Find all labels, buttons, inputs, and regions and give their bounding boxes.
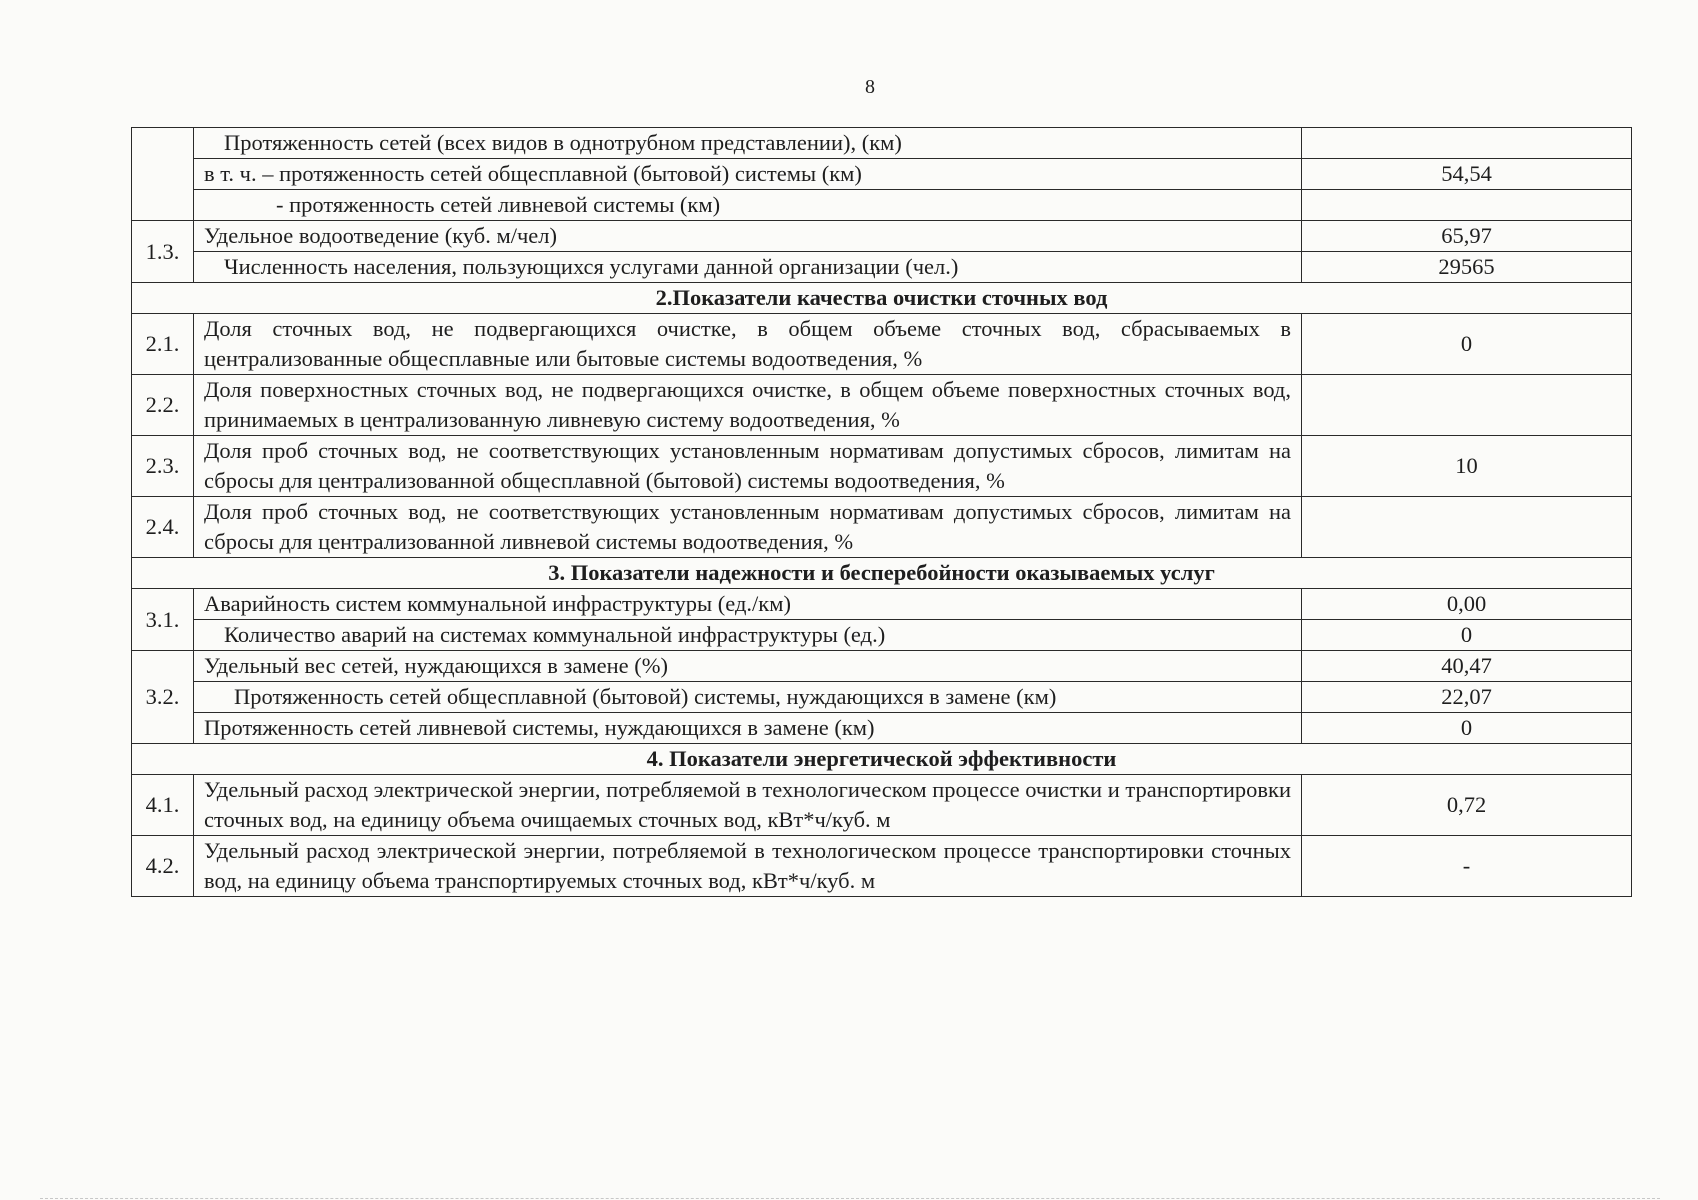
row-number: 2.4.	[132, 497, 194, 558]
table-row	[132, 252, 1632, 283]
table-row	[132, 589, 1632, 620]
indicator-value: 0,00	[1302, 589, 1632, 620]
indicator-value: -	[1302, 836, 1632, 897]
table-row	[132, 314, 1632, 375]
indicator-value: 65,97	[1302, 221, 1632, 252]
indicator-description: Численность населения, пользующихся услугами данной организации (чел.)	[194, 252, 1302, 283]
table-row	[132, 682, 1632, 713]
table-row	[132, 713, 1632, 744]
indicator-description: Аварийность систем коммунальной инфраструктуры (ед./км)	[194, 589, 1302, 620]
indicator-description: Доля проб сточных вод, не соответствующих установленным нормативам допустимых сбросов, лимитам на сбросы для централизованной ливневой системы водоотведения, %	[194, 497, 1302, 558]
indicator-value: 0	[1302, 314, 1632, 375]
indicator-description: Удельный расход электрической энергии, потребляемой в технологическом процессе очистки и транспортировки сточных вод, на единицу объема очищаемых сточных вод, кВт*ч/куб. м	[194, 775, 1302, 836]
indicator-description: в т. ч. – протяженность сетей общесплавной (бытовой) системы (км)	[194, 159, 1302, 190]
section-header-row	[132, 744, 1632, 775]
indicator-value: 29565	[1302, 252, 1632, 283]
row-number	[132, 128, 194, 221]
table-row	[132, 620, 1632, 651]
indicator-description: Доля проб сточных вод, не соответствующих установленным нормативам допустимых сбросов, лимитам на сбросы для централизованной общесплавной (бытовой) системы водоотведения, %	[194, 436, 1302, 497]
scan-artifact-line	[40, 1198, 1660, 1199]
table-row	[132, 436, 1632, 497]
indicators-table	[131, 127, 1632, 897]
indicator-description: Количество аварий на системах коммунальной инфраструктуры (ед.)	[194, 620, 1302, 651]
table-row	[132, 375, 1632, 436]
indicator-description: Доля поверхностных сточных вод, не подвергающихся очистке, в общем объеме поверхностных сточных вод, принимаемых в централизованную ливневую систему водоотведения, %	[194, 375, 1302, 436]
table-row	[132, 497, 1632, 558]
table-row	[132, 190, 1632, 221]
section-header-row	[132, 558, 1632, 589]
table-row	[132, 128, 1632, 159]
indicator-value: 54,54	[1302, 159, 1632, 190]
indicator-value	[1302, 497, 1632, 558]
table-row	[132, 651, 1632, 682]
row-number: 1.3.	[132, 221, 194, 283]
indicator-description: Удельное водоотведение (куб. м/чел)	[194, 221, 1302, 252]
table-row	[132, 159, 1632, 190]
indicator-value	[1302, 190, 1632, 221]
page-number: 8	[865, 76, 875, 98]
indicator-value: 0,72	[1302, 775, 1632, 836]
indicator-description: - протяженность сетей ливневой системы (км)	[194, 190, 1302, 221]
row-number: 4.1.	[132, 775, 194, 836]
indicator-value	[1302, 375, 1632, 436]
row-number: 4.2.	[132, 836, 194, 897]
table-row	[132, 775, 1632, 836]
indicator-description: Удельный расход электрической энергии, потребляемой в технологическом процессе транспортировки сточных вод, на единицу объема транспортируемых сточных вод, кВт*ч/куб. м	[194, 836, 1302, 897]
indicator-description: Удельный вес сетей, нуждающихся в замене (%)	[194, 651, 1302, 682]
section-title: 2.Показатели качества очистки сточных вод	[132, 283, 1632, 314]
row-number: 2.1.	[132, 314, 194, 375]
indicator-value: 10	[1302, 436, 1632, 497]
row-number: 3.2.	[132, 651, 194, 744]
indicator-value: 0	[1302, 713, 1632, 744]
indicator-description: Протяженность сетей общесплавной (бытовой) системы, нуждающихся в замене (км)	[194, 682, 1302, 713]
table-row	[132, 836, 1632, 897]
row-number: 3.1.	[132, 589, 194, 651]
indicator-value	[1302, 128, 1632, 159]
indicator-value: 40,47	[1302, 651, 1632, 682]
table-row	[132, 221, 1632, 252]
indicator-description: Доля сточных вод, не подвергающихся очистке, в общем объеме сточных вод, сбрасываемых в централизованные общесплавные или бытовые системы водоотведения, %	[194, 314, 1302, 375]
indicator-value: 0	[1302, 620, 1632, 651]
row-number: 2.2.	[132, 375, 194, 436]
section-title: 3. Показатели надежности и бесперебойности оказываемых услуг	[132, 558, 1632, 589]
indicator-description: Протяженность сетей (всех видов в однотрубном представлении), (км)	[194, 128, 1302, 159]
section-header-row	[132, 283, 1632, 314]
section-title: 4. Показатели энергетической эффективности	[132, 744, 1632, 775]
row-number: 2.3.	[132, 436, 194, 497]
indicator-value: 22,07	[1302, 682, 1632, 713]
indicator-description: Протяженность сетей ливневой системы, нуждающихся в замене (км)	[194, 713, 1302, 744]
